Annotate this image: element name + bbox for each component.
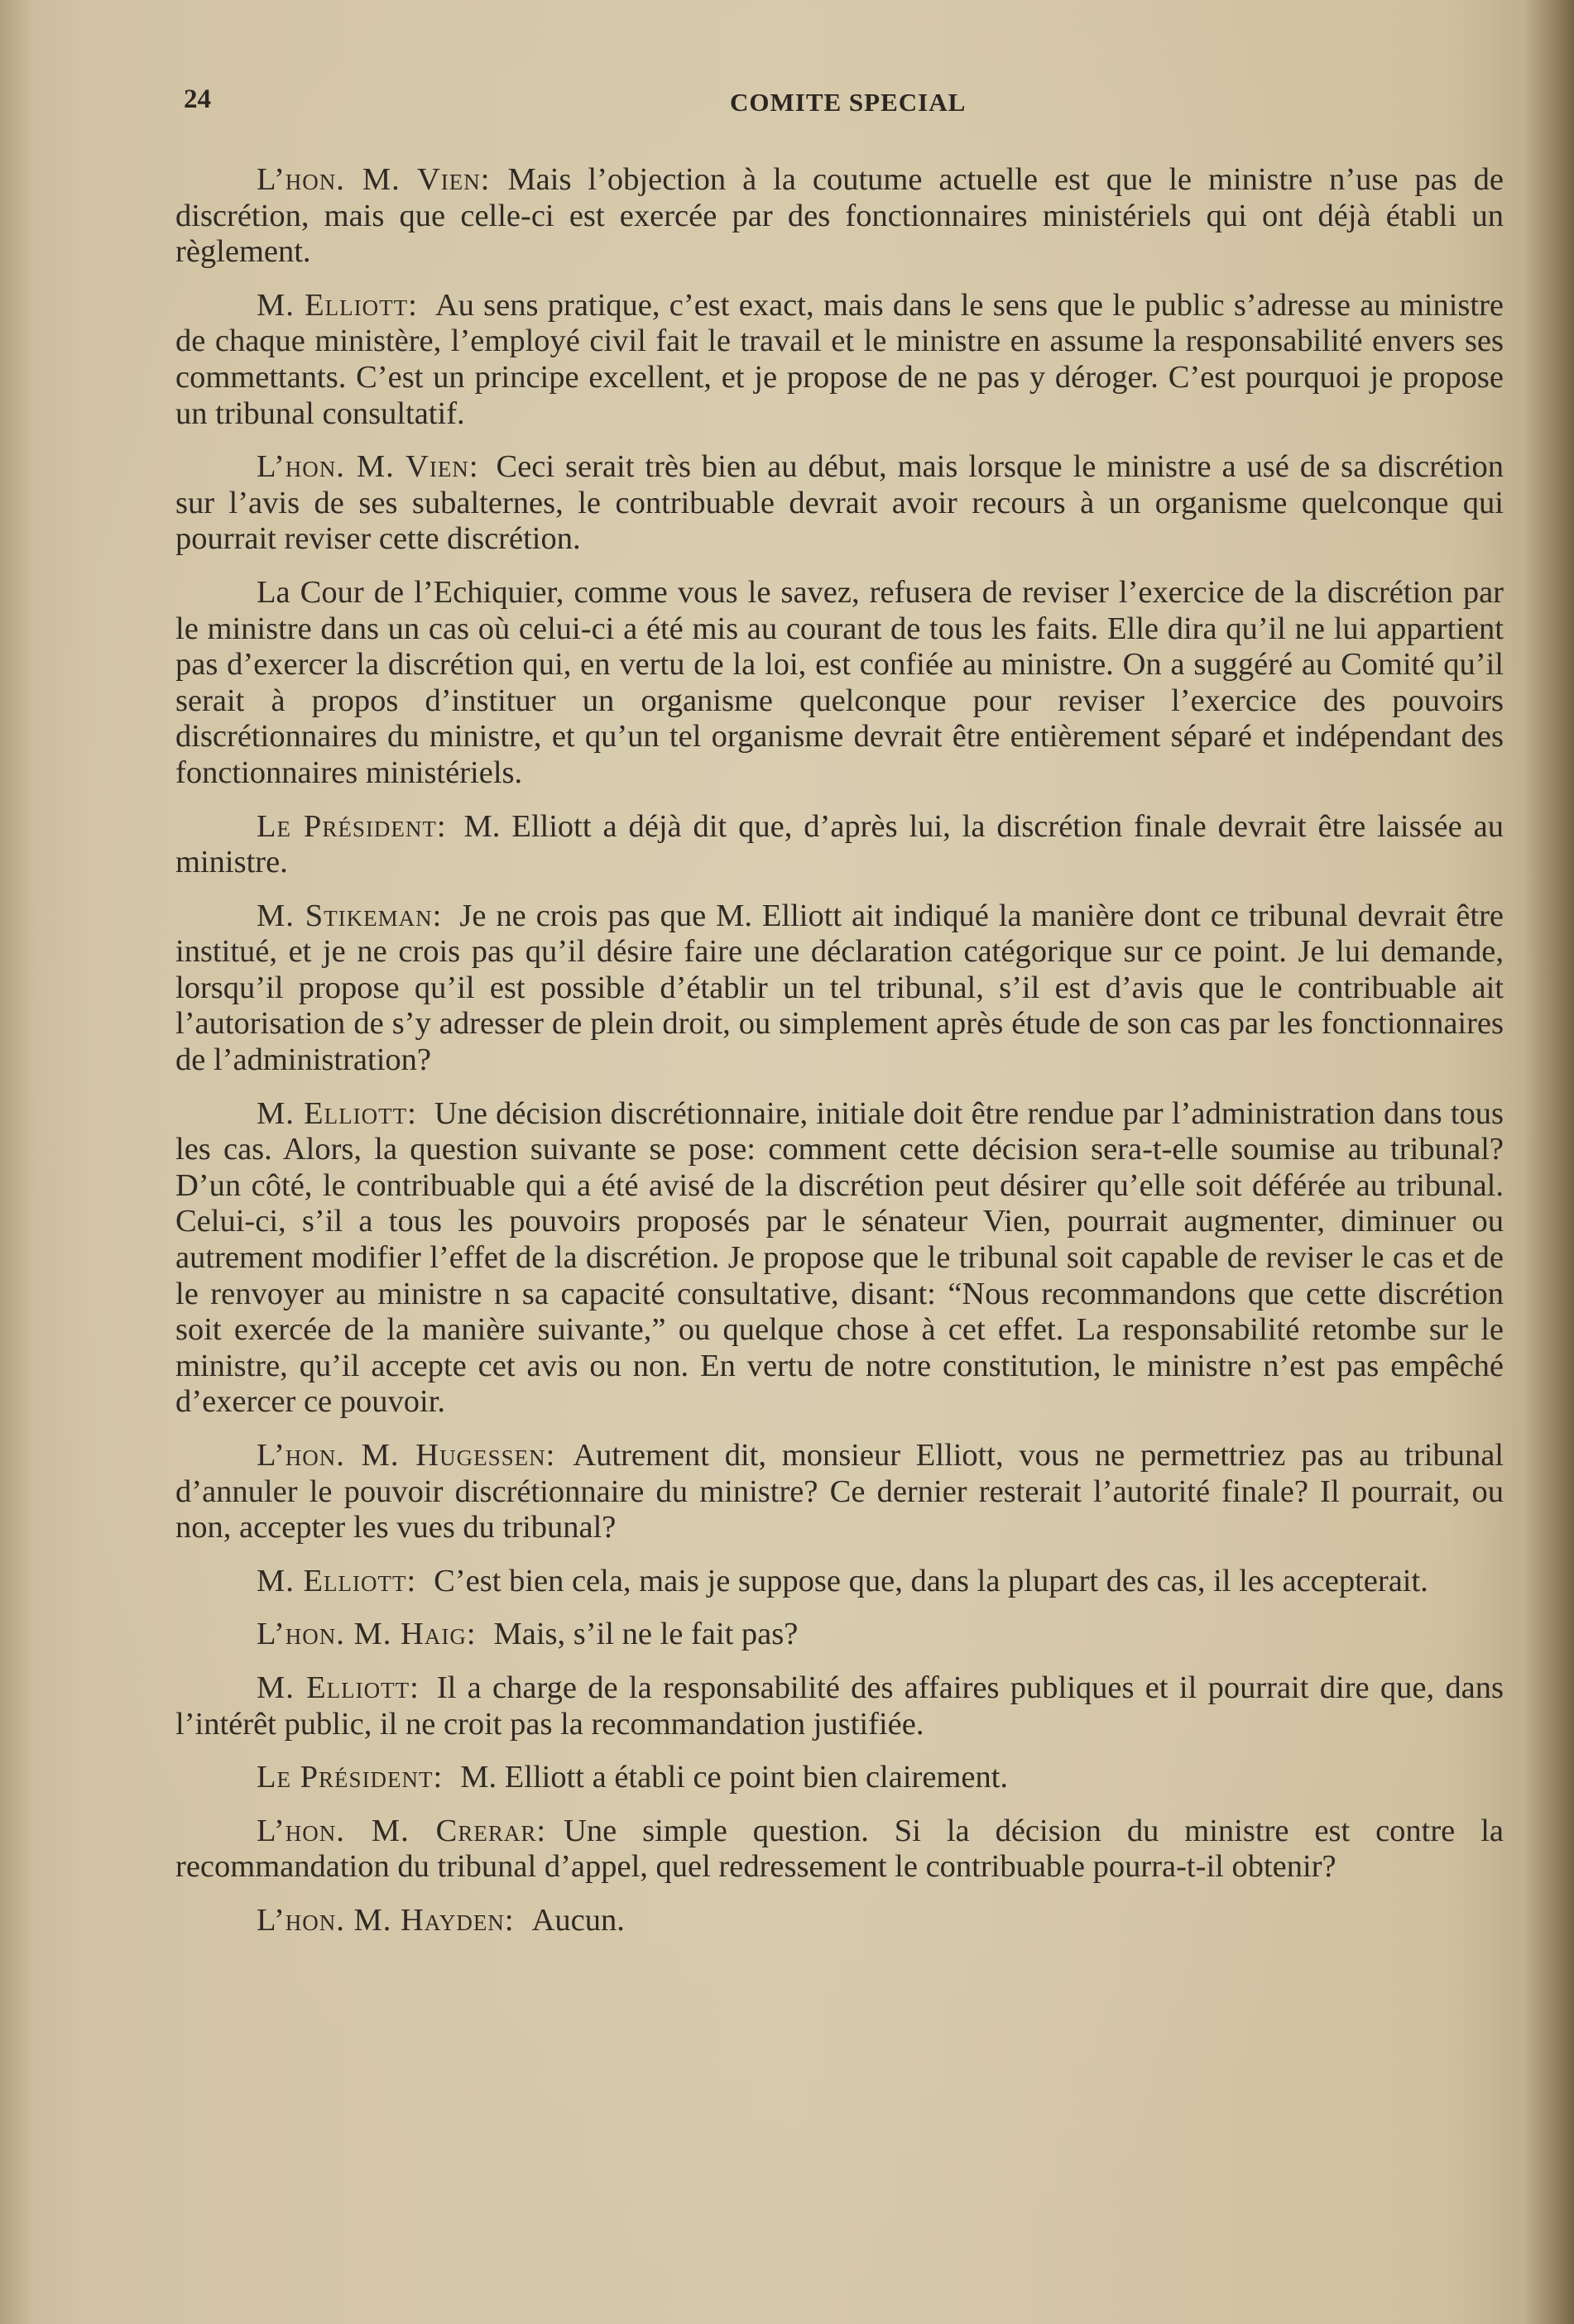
speaker-colon: :: [468, 449, 478, 485]
paragraph-text: Je ne crois pas que M. Elliott ait indiqué la manière dont ce tribunal devrait être institué, et je ne crois pas qu’il désire faire une déclaration catégorique sur ce point. Je lui demande, lorsqu’il propose qu’il est possible d’établir un tel tribunal, s’il est d’avis que le contribuable ait l’autorisation de s’y adresser de plein droit, ou simplement après étude de son cas par les fonctionnaires de l’administration?: [175, 898, 1504, 1078]
paragraph-text: Mais l’objection à la coutume actuelle est que le ministre n’use pas de discrétion, mais que celle-ci est exercée par des fonctionnaires ministériels qui ont déjà établi un règlement.: [175, 162, 1504, 270]
speaker-colon: :: [504, 1902, 514, 1938]
speaker-name: M. Elliott: [257, 1095, 408, 1131]
speaker-name: L’hon. M. Hayden: [257, 1902, 505, 1938]
speaker-name: L’hon. M. Hugessen: [257, 1438, 546, 1473]
paragraph-text: La Cour de l’Echiquier, comme vous le savez, refusera de reviser l’exercice de la discrétion par le ministre dans un cas où celui-ci a été mis au courant de tous les faits. Elle dira qu’il ne lui appartient pas d’exercer la discrétion qui, en vertu de la loi, est confiée au ministre. On a suggéré au Comité qu’il serait à propos d’instituer un organisme quelconque pour reviser l’exercice des pouvoirs discrétionnaires du ministre, et qu’un tel organisme devrait être entièrement séparé et indépendant des fonctionnaires ministériels.: [175, 574, 1504, 790]
transcript-paragraph: [175, 1814, 1504, 1886]
speaker-name: M. Elliott: [257, 287, 409, 323]
page-binding-shadow: [1524, 0, 1574, 2324]
speaker-name: M. Stikeman: [257, 898, 433, 933]
speaker-colon: :: [406, 1563, 416, 1598]
paragraph-text: Autrement dit, monsieur Elliott, vous ne permettriez pas au tribunal d’annuler le pouvoir discrétionnaire du ministre? Ce dernier resterait l’autorité finale? Il pourrait, ou non, accepter les vues du tribunal?: [175, 1438, 1504, 1545]
speaker-colon: :: [410, 1670, 419, 1705]
transcript-paragraph: [175, 1760, 1504, 1796]
paragraph-text: M. Elliott a déjà dit que, d’après lui, la discrétion finale devrait être laissée au ministre.: [175, 808, 1504, 880]
running-title: COMITE SPECIAL: [730, 88, 967, 117]
speaker-name: L’hon. M. Vien: [257, 162, 481, 197]
paragraph-text: Mais, s’il ne le fait pas?: [493, 1617, 799, 1652]
paragraph-text: Il a charge de la responsabilité des affaires publiques et il pourrait dire que, dans l’intérêt public, il ne croit pas la recommandation justifiée.: [175, 1670, 1504, 1742]
transcript-paragraph: [175, 898, 1504, 1079]
transcript-paragraph: [175, 1617, 1504, 1653]
transcript-paragraph: [175, 1438, 1504, 1546]
speaker-name: L’hon. M. Crerar: [257, 1813, 537, 1848]
speaker-colon: :: [536, 1813, 546, 1848]
speaker-name: M. Elliott: [257, 1563, 407, 1598]
speaker-name: M. Elliott: [257, 1670, 410, 1705]
speaker-colon: :: [407, 1095, 416, 1131]
speaker-colon: :: [436, 808, 446, 844]
paragraph-text: M. Elliott a établi ce point bien clairement.: [460, 1760, 1009, 1795]
transcript-paragraph: [175, 1564, 1504, 1600]
paragraph-text: Aucun.: [531, 1902, 625, 1938]
speaker-name: Le Président: [257, 808, 437, 844]
page-number: 24: [184, 84, 211, 114]
speaker-name: L’hon. M. Haig: [257, 1617, 467, 1652]
transcript-paragraph: [175, 575, 1504, 792]
paragraph-text: Au sens pratique, c’est exact, mais dans le sens que le public s’adresse au ministre de chaque ministère, l’employé civil fait le travail et le ministre en assume la responsabilité envers ses commettants. C’est un principe excellent, et je propose de ne pas y déroger. C’est pourquoi je propose un tribunal consultatif.: [175, 287, 1504, 431]
speaker-name: Le Président: [257, 1760, 434, 1795]
transcript-paragraph: [175, 162, 1504, 271]
transcript-paragraph: [175, 449, 1504, 558]
page-left-shadow: [0, 0, 33, 2324]
transcript-paragraph: [175, 1096, 1504, 1421]
transcript-paragraph: [175, 288, 1504, 432]
speaker-colon: :: [408, 287, 417, 323]
page-header: [184, 84, 1508, 126]
paragraph-text: C’est bien cela, mais je suppose que, dans la plupart des cas, il les accepterait.: [434, 1563, 1428, 1598]
speaker-colon: :: [545, 1438, 555, 1473]
paragraph-text: Ceci serait très bien au début, mais lorsque le ministre a usé de sa discrétion sur l’avis de ses subalternes, le contribuable devrait avoir recours à un organisme quelconque qui pourrait reviser cette discrétion.: [175, 449, 1504, 557]
transcript-body: [175, 162, 1504, 1957]
speaker-colon: :: [480, 162, 490, 197]
transcript-paragraph: [175, 809, 1504, 881]
paragraph-text: Une simple question. Si la décision du ministre est contre la recommandation du tribunal d’appel, quel redressement le contribuable pourra-t-il obtenir?: [175, 1813, 1504, 1885]
transcript-paragraph: [175, 1903, 1504, 1939]
transcript-paragraph: [175, 1670, 1504, 1742]
speaker-colon: :: [432, 898, 442, 933]
paragraph-text: Une décision discrétionnaire, initiale doit être rendue par l’administration dans tous les cas. Alors, la question suivante se pose: comment cette décision sera-t-elle soumise au tribunal? D’un côté, le contribuable qui a été avisé de la discrétion peut désirer qu’elle soit déférée au tribunal. Celui-ci, s’il a tous les pouvoirs proposés par le sénateur Vien, pourrait augmenter, diminuer ou autrement modifier l’effet de la discrétion. Je propose que le tribunal soit capable de reviser le cas et de le renvoyer au ministre n sa capacité consultative, disant: “Nous recommandons que cette discrétion soit exercée de la manière suivante,” ou quelque chose à cet effet. La responsabilité retombe sur le ministre, qu’il accepte cet avis ou non. En vertu de notre constitution, le ministre n’est pas empêché d’exercer ce pouvoir.: [175, 1095, 1504, 1420]
speaker-colon: :: [466, 1617, 476, 1652]
speaker-name: L’hon. M. Vien: [257, 449, 469, 485]
speaker-colon: :: [433, 1760, 443, 1795]
